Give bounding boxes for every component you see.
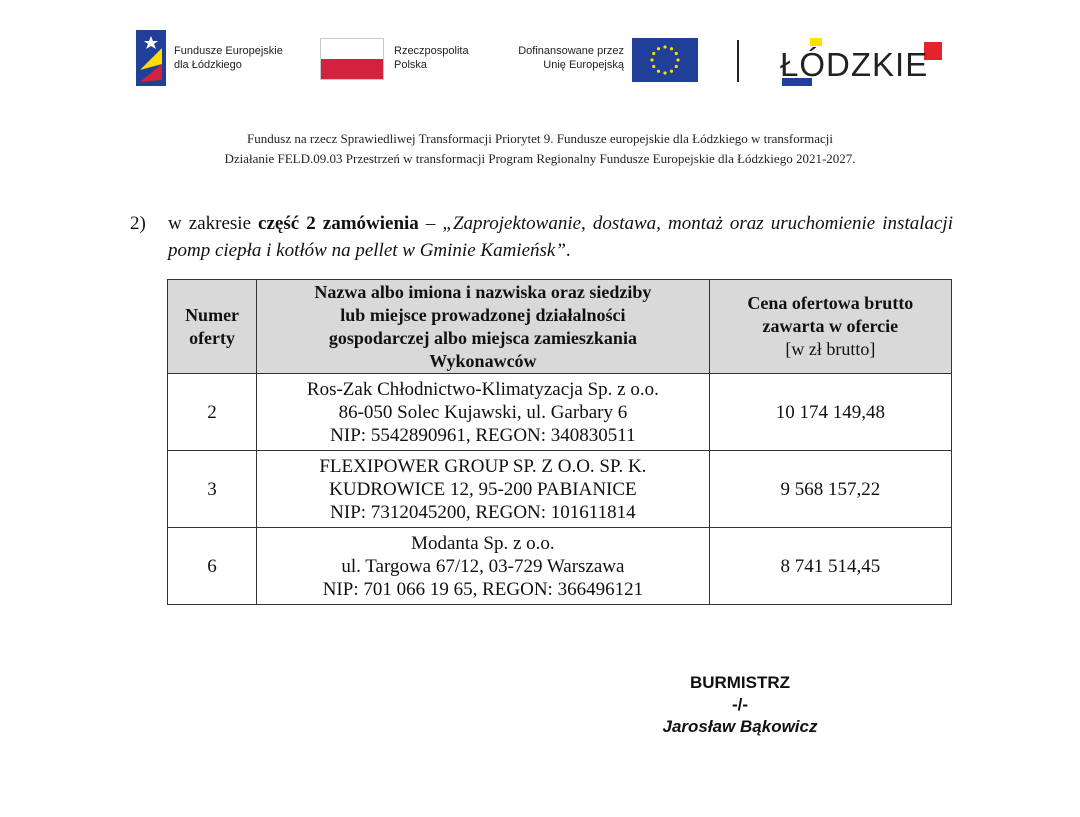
header-line-1: Fundusz na rzecz Sprawiedliwej Transformacji Priorytet 9. Fundusze europejskie dla Łódzkiego w transformacji <box>247 131 833 146</box>
logo-separator <box>737 40 739 82</box>
pl-logo-text: Rzeczpospolita Polska <box>394 45 469 71</box>
contract-part-paragraph <box>130 210 953 264</box>
point-title: „Zaprojektowanie, dostawa, montaż oraz uruchomienie instalacji pomp ciepła i kotłów na pellet w Gminie Kamieńsk” <box>168 213 953 261</box>
eu-star-icon <box>675 65 678 68</box>
point-body: w zakresie część 2 zamówienia – „Zaprojektowanie, dostawa, montaż oraz uruchomienie instalacji pomp ciepła i kotłów na pellet w Gminie Kamieńsk”. <box>168 213 953 261</box>
eu-star-icon <box>657 47 660 50</box>
fundusze-europejskie-logo-icon <box>136 30 166 86</box>
eu-star-icon <box>650 58 653 61</box>
header-contractor: Nazwa albo imiona i nazwiska oraz siedziby lub miejsce prowadzonej działalności gospodarczej albo miejsca zamieszkania Wykonawców <box>257 280 710 374</box>
eu-star-icon <box>670 47 673 50</box>
point-bold: część 2 zamówienia <box>258 213 419 234</box>
signature-title: BURMISTRZ <box>689 673 791 692</box>
offer-number: 3 <box>168 451 257 528</box>
contractor-details: Modanta Sp. z o.o. ul. Targowa 67/12, 03-729 Warszawa NIP: 701 066 19 65, REGON: 366496121 <box>257 528 710 605</box>
table-row <box>168 374 952 451</box>
offer-price: 9 568 157,22 <box>709 451 951 528</box>
eu-star-icon <box>663 45 666 48</box>
funding-header <box>0 129 1080 169</box>
header-offer-number: Numer oferty <box>168 280 257 374</box>
table-row <box>168 528 952 605</box>
lodzkie-wordmark: ŁÓDZKIE <box>780 46 929 83</box>
eu-star-icon <box>657 70 660 73</box>
polish-flag-icon <box>320 38 384 80</box>
eu-star-icon <box>675 52 678 55</box>
eu-star-icon <box>652 65 655 68</box>
eu-logo-text: Dofinansowane przez Unię Europejską <box>518 45 624 71</box>
header-price: Cena ofertowa brutto zawarta w ofercie [w zł brutto] <box>709 280 951 374</box>
logo-bar <box>0 30 1080 90</box>
offer-price: 8 741 514,45 <box>709 528 951 605</box>
offers-table <box>167 279 952 605</box>
eu-star-icon <box>676 58 679 61</box>
header-line-2: Działanie FELD.09.03 Przestrzeń w transformacji Program Regionalny Fundusze Europejskie dla Łódzkiego 2021-2027. <box>224 151 856 166</box>
offer-number: 2 <box>168 374 257 451</box>
contractor-details: Ros-Zak Chłodnictwo-Klimatyzacja Sp. z o.o. 86-050 Solec Kujawski, ul. Garbary 6 NIP: 5542890961, REGON: 340830511 <box>257 374 710 451</box>
lodzkie-logo <box>776 38 946 88</box>
eu-star-icon <box>663 71 666 74</box>
eu-flag-icon <box>632 38 698 82</box>
contractor-details: FLEXIPOWER GROUP SP. Z O.O. SP. K. KUDROWICE 12, 95-200 PABIANICE NIP: 7312045200, REGON: 101611814 <box>257 451 710 528</box>
offer-price: 10 174 149,48 <box>709 374 951 451</box>
eu-star-icon <box>652 52 655 55</box>
signature-block <box>600 672 880 738</box>
table-row <box>168 451 952 528</box>
fe-logo-text: Fundusze Europejskie dla Łódzkiego <box>174 45 283 71</box>
offer-number: 6 <box>168 528 257 605</box>
point-number: 2) <box>130 213 146 234</box>
eu-star-icon <box>670 70 673 73</box>
table-header-row <box>168 280 952 374</box>
signature-name: Jarosław Bąkowicz <box>662 717 818 736</box>
signature-mark: -/- <box>731 695 749 714</box>
